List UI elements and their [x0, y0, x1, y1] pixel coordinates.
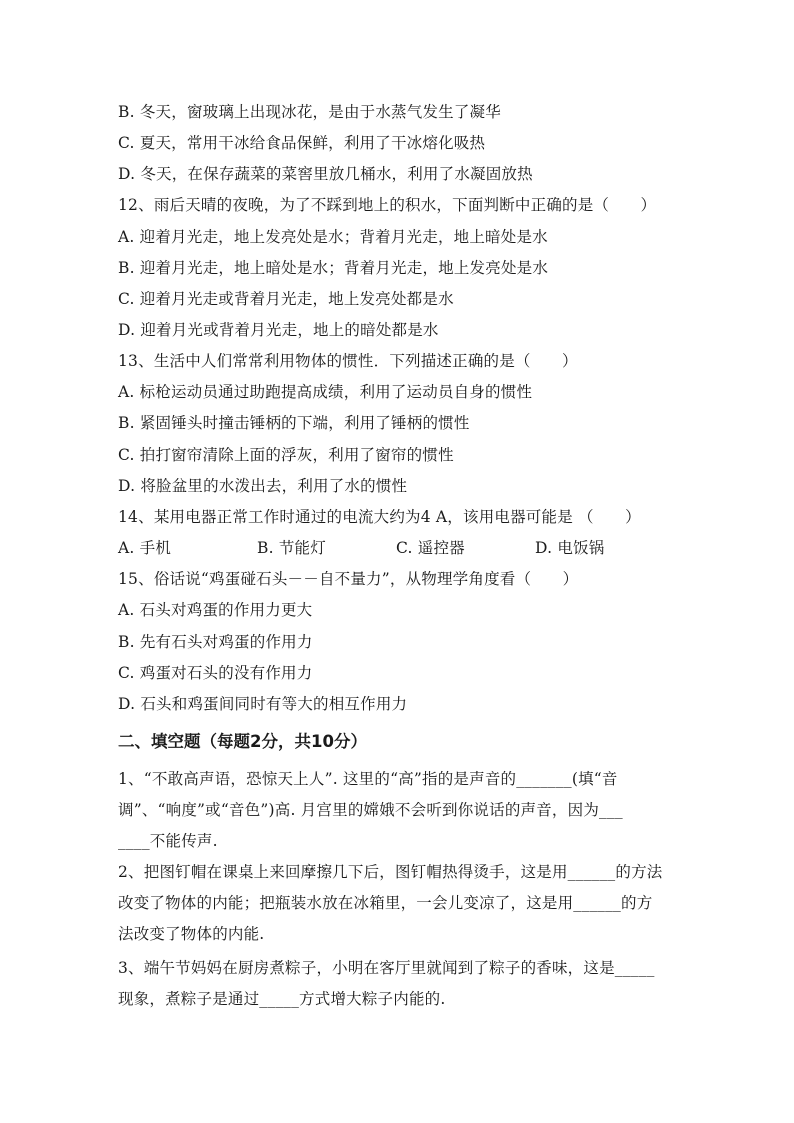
q15-stem: 15、俗话说“鸡蛋碰石头－－自不量力”，从物理学角度看（ ） [118, 570, 579, 588]
fill-q3-line2: 现象，煮粽子是通过_____方式增大粽子内能的. [118, 990, 446, 1008]
fill-q3-line1: 3、端午节妈妈在厨房煮粽子，小明在客厅里就闻到了粽子的香味，这是_____ [118, 959, 655, 977]
q12-option-c: C. 迎着月光走或背着月光走，地上发亮处都是水 [118, 290, 454, 308]
q15-option-a: A. 石头对鸡蛋的作用力更大 [118, 601, 313, 619]
q11-option-b: B. 冬天，窗玻璃上出现冰花，是由于水蒸气发生了凝华 [118, 103, 501, 121]
q15-option-c: C. 鸡蛋对石头的没有作用力 [118, 664, 313, 682]
q13-option-b: B. 紧固锤头时撞击锤柄的下端，利用了锤柄的惯性 [118, 414, 470, 432]
q15-option-b: B. 先有石头对鸡蛋的作用力 [118, 633, 313, 651]
section-title-fill-in: 二、填空题（每题2分，共10分） [118, 732, 367, 751]
q14-option-b: B. 节能灯 [257, 539, 326, 557]
fill-q2-line1: 2、把图钉帽在课桌上来回摩擦几下后，图钉帽热得烫手，这是用______的方法 [118, 863, 663, 881]
q12-stem: 12、雨后天晴的夜晚，为了不踩到地上的积水，下面判断中正确的是（ ） [118, 196, 657, 214]
q12-option-d: D. 迎着月光或背着月光走，地上的暗处都是水 [118, 321, 439, 339]
q14-options [118, 538, 604, 558]
fill-q2-line2: 改变了物体的内能；把瓶装水放在冰箱里，一会儿变凉了，这是用______的方 [118, 894, 653, 912]
fill-q2-line3: 法改变了物体的内能. [118, 925, 265, 943]
fill-q1-line2: 调”、“响度”或“音色”)高. 月宫里的嫦娥不会听到你说话的声音，因为___ [118, 801, 623, 819]
q14-option-c: C. 遥控器 [396, 539, 465, 557]
q13-option-c: C. 拍打窗帘清除上面的浮灰，利用了窗帘的惯性 [118, 446, 454, 464]
q12-option-b: B. 迎着月光走，地上暗处是水；背着月光走，地上发亮处是水 [118, 259, 549, 277]
q13-option-d: D. 将脸盆里的水泼出去，利用了水的惯性 [118, 477, 408, 495]
q13-stem: 13、生活中人们常常利用物体的惯性．下列描述正确的是（ ） [118, 352, 578, 370]
q12-option-a: A. 迎着月光走，地上发亮处是水；背着月光走，地上暗处是水 [118, 228, 548, 246]
q11-option-c: C. 夏天，常用干冰给食品保鲜，利用了干冰熔化吸热 [118, 134, 486, 152]
q15-option-d: D. 石头和鸡蛋间同时有等大的相互作用力 [118, 695, 408, 713]
fill-q1-line3: ____不能传声. [118, 832, 218, 850]
q14-option-a: A. 手机 [118, 539, 172, 557]
q13-option-a: A. 标枪运动员通过助跑提高成绩，利用了运动员自身的惯性 [118, 383, 533, 401]
q11-option-d: D. 冬天，在保存蔬菜的菜窖里放几桶水，利用了水凝固放热 [118, 165, 533, 183]
q14-option-d: D. 电饭锅 [535, 539, 605, 557]
q14-stem: 14、某用电器正常工作时通过的电流大约为4 A，该用电器可能是 （ ） [118, 508, 641, 526]
fill-q1-line1: 1、“不敢高声语，恐惊天上人”. 这里的“高”指的是声音的_______(填“音 [118, 770, 618, 788]
